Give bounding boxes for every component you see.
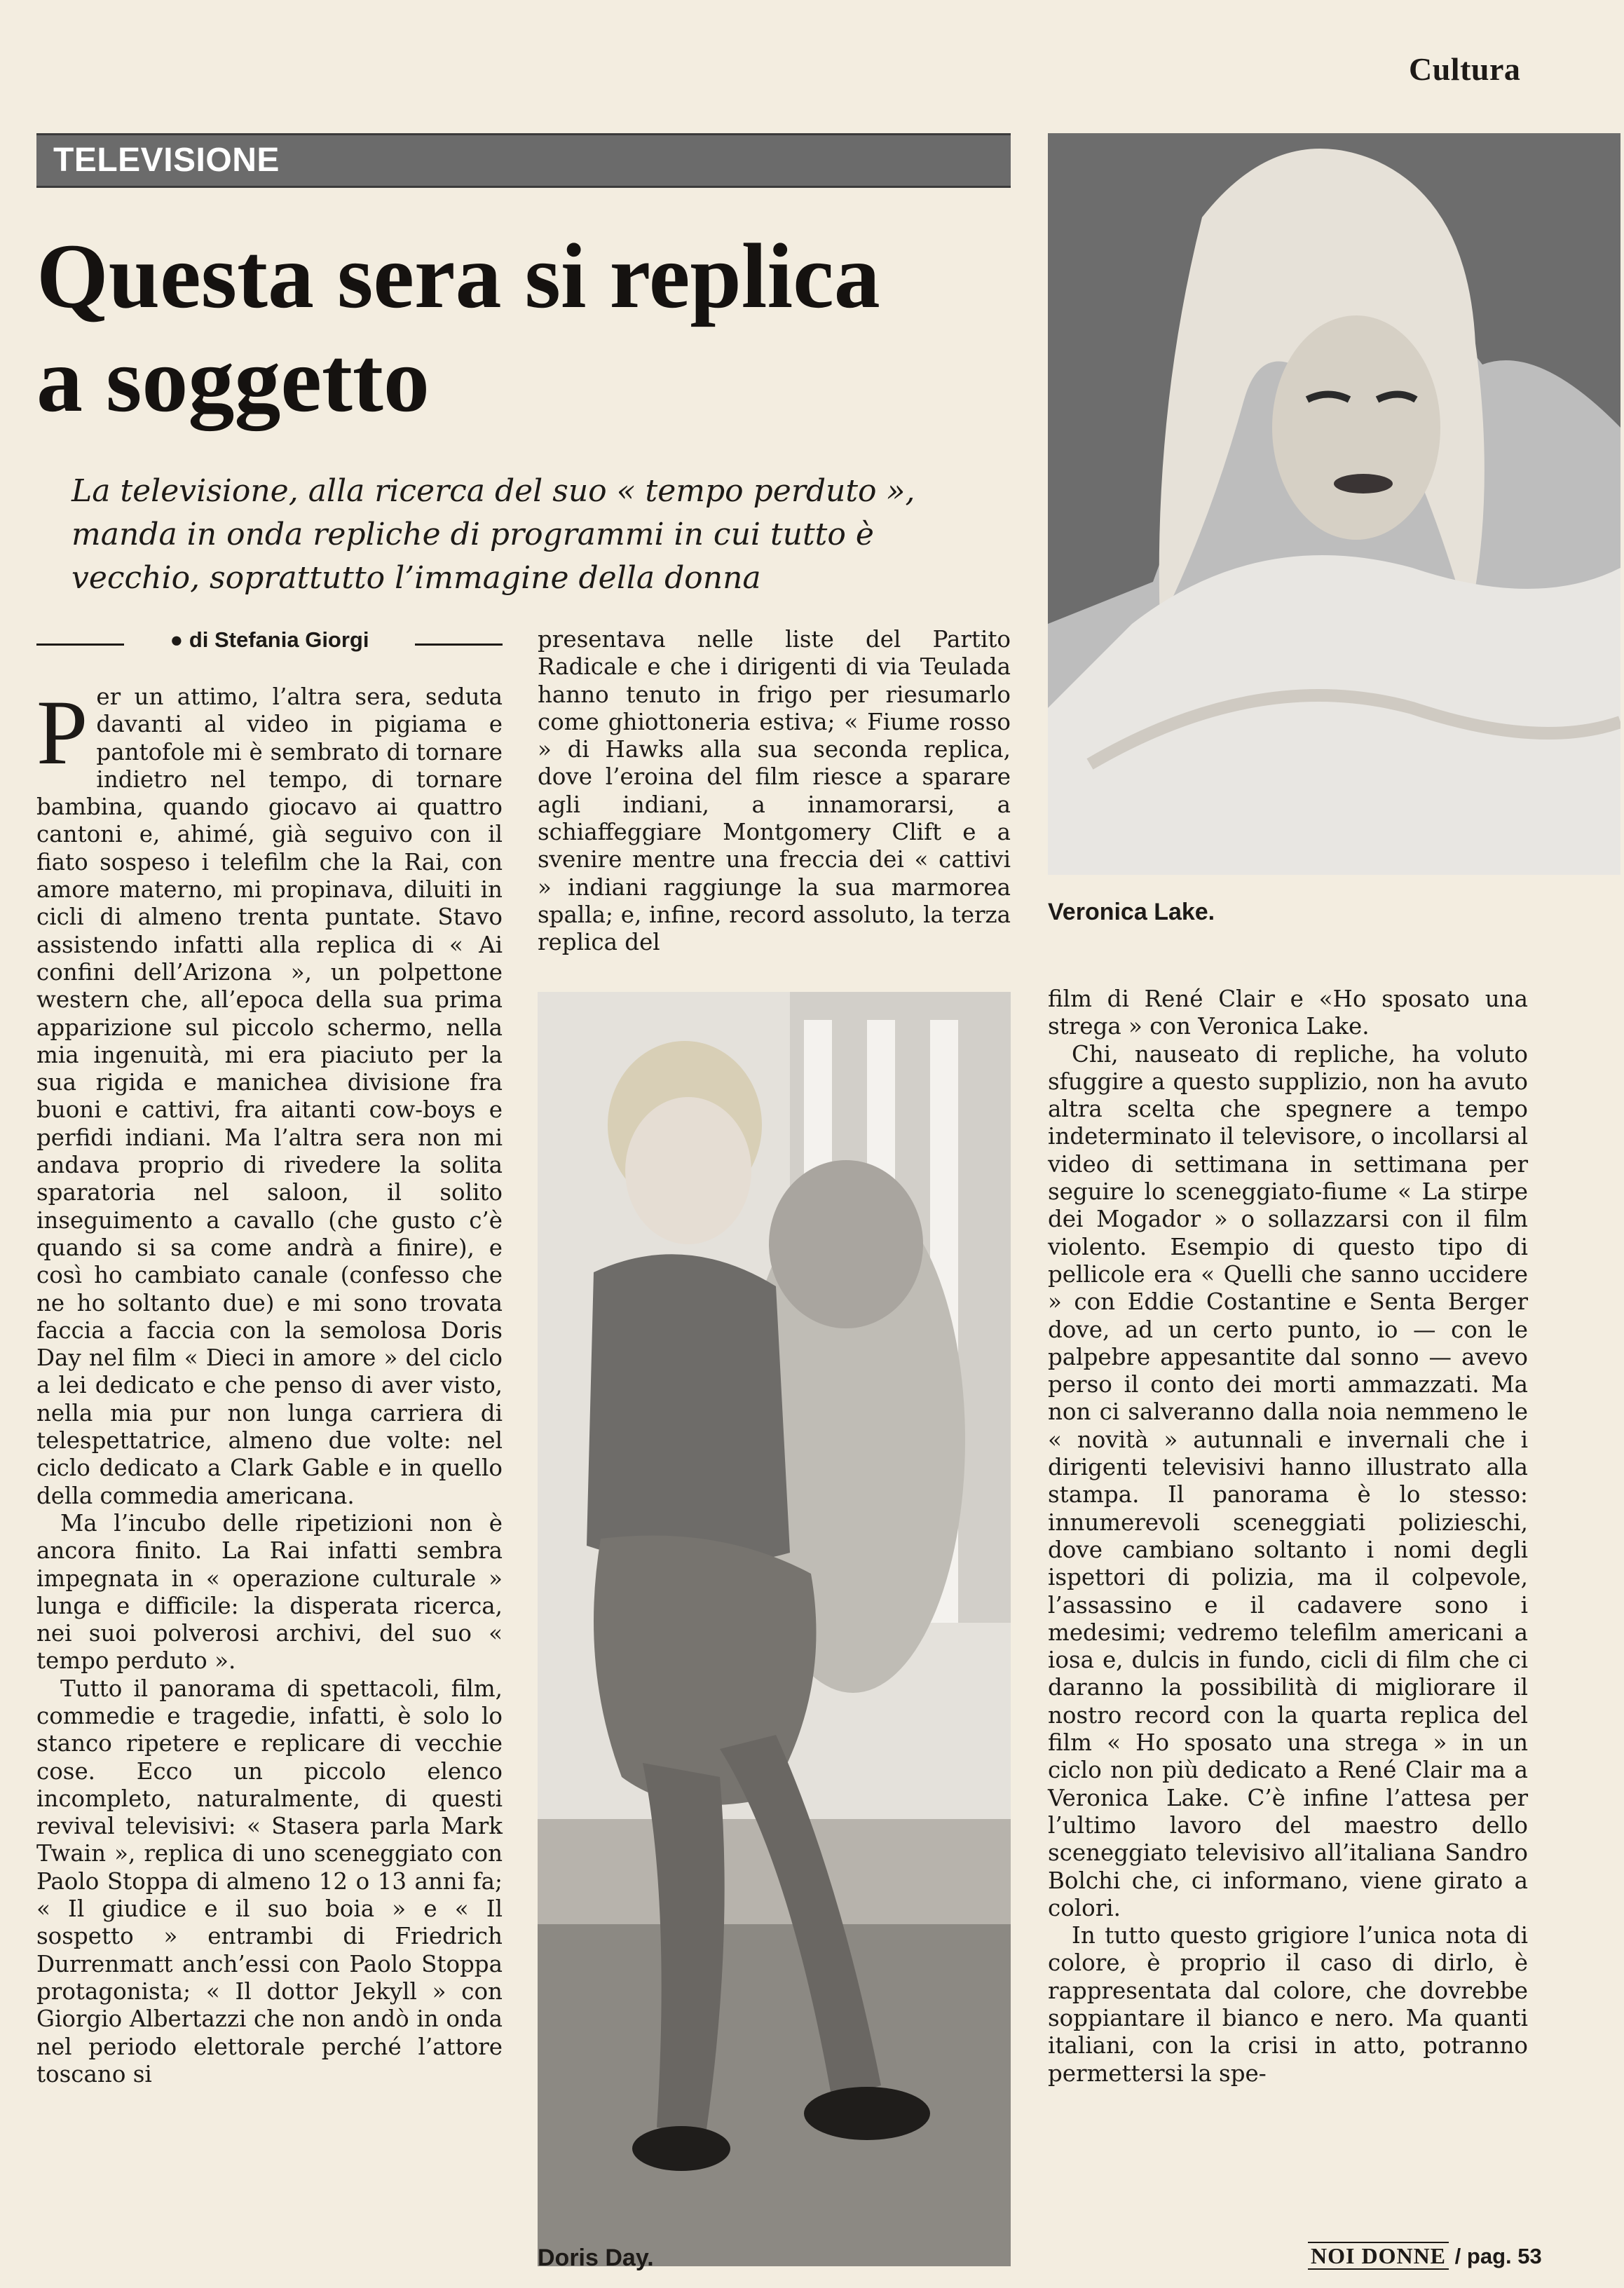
paragraph-5: Chi, nauseato di repliche, ha voluto sfuggire a questo supplizio, non ha avuto altra scelta che spegnere a tempo indeterminato il televisore, o incollarsi al video di settimana in settimana per seguire lo sceneggiato-fiume « La stirpe dei Mogador » o sollazzarsi con il film violento. Esempio di questo tipo di pellicole era « Quelli che sanno uccidere » con Eddie Costantine e Senta Berger dove, ad un certo punto, io — con le palpebre appesantite dal sonno — avevo perso il conto dei morti ammazzati. Ma non ci salveranno dalla noia nemmeno le « novità » autunnali e invernali che i dirigenti televisivi hanno illustrato alla stampa. Il panorama è lo stesso: innumerevoli sceneggiati polizieschi, dove cambiano soltanto i nomi degli ispettori di polizia, ma il colpevole, l’assassino e il cadavere sono i medesimi; vedremo telefilm americani a iosa e, dulcis in fundo, cicli di film che ci daranno la possibilità di migliorare il nostro record con la quarta replica del film « Ho sposato una strega » in un ciclo non più dedicato a René Clair ma a Veronica Lake. C’è infine l’attesa per l’ultimo lavoro del maestro dello sceneggiato televisivo all’italiana Sandro Bolchi che, ci informano, viene girato a colori. <box>1048 1040 1528 1921</box>
photo-doris-day <box>538 992 1011 2266</box>
headline <box>36 224 1018 432</box>
photo-veronica-lake <box>1048 133 1620 875</box>
byline-text: ● di Stefania Giorgi <box>170 627 369 652</box>
byline <box>36 627 503 662</box>
deck-subtitle: La televisione, alla ricerca del suo « tempo perduto », manda in onda repliche di programmi in cui tutto è vecchio, soprattutto l’immagine della donna <box>71 473 915 596</box>
paragraph-1-text: er un attimo, l’altra sera, seduta davanti al video in pigiama e pantofole mi è sembrato di tornare indietro nel tempo, di tornare bambina, quando giocavo ai quattro cantoni e, ahimé, già seguivo con il fiato sospeso i telefilm che la Rai, con amore materno, mi propinava, diluiti in cicli di almeno trenta puntate. Stavo assistendo infatti alla replica di « Ai confini dell’Arizona », un polpettone western che, all’epoca della sua prima apparizione sul piccolo schermo, nella mia ingenuità, mi era piaciuto per la sua rigida e manichea divisione fra buoni e cattivi, fra aitanti cow-boys e perfidi indiani. Ma l’altra sera non mi andava proprio di rivedere la solita sparatoria nel saloon, il solito inseguimento a cavallo (che gusto c’è quando si sa come andrà a finire), e così ho cambiato canale (confesso che ne ho soltanto due) e mi sono trovata faccia a faccia con la semolosa Doris Day nel film « Dieci in amore » del ciclo a lei dedicato e che penso di aver visto, nella mia pur non lunga carriera di telespettatrice, almeno due volte: nel ciclo dedicato a Clark Gable e in quello della commedia americana. <box>36 683 503 1509</box>
paragraph-4: film di René Clair e «Ho sposato una strega » con Veronica Lake. <box>1048 986 1528 1040</box>
byline-rule-right <box>415 644 503 646</box>
paragraph-continued: presentava nelle liste del Partito Radicale e che i dirigenti di via Teulada hanno tenuto in frigo per riesumarlo come ghiottoneria estiva; « Fiume rosso » di Hawks alla sua seconda replica, dove l’eroina del film riesce a sparare agli indiani, a innamorarsi, a schiaffeggiare Montgomery Clift e a svenire mentre una freccia dei « cattivi » indiani raggiunge la sua marmorea spalla; e, infine, record assoluto, la terza replica del <box>538 626 1011 956</box>
caption-doris-day: Doris Day. <box>538 2245 654 2271</box>
rubric-label: TELEVISIONE <box>53 142 280 179</box>
headline-line-1: Questa sera si replica <box>36 224 880 327</box>
paragraph-1 <box>36 683 503 1510</box>
caption-veronica-lake: Veronica Lake. <box>1048 899 1215 925</box>
doris-day-image <box>538 992 1011 2266</box>
drop-cap: P <box>36 681 88 784</box>
page-number: pag. 53 <box>1466 2244 1542 2268</box>
headline-line-2: a soggetto <box>36 328 430 431</box>
magazine-logo: NOI DONNE <box>1308 2242 1449 2270</box>
paragraph-2: Ma l’incubo delle ripetizioni non è ancora finito. La Rai infatti sembra impegnata in « operazione culturale » lunga e difficile: la disperata ricerca, nei suoi polverosi archivi, del suo « tempo perduto ». <box>36 1509 503 1675</box>
column-2-top <box>538 626 1011 957</box>
footer-separator: / <box>1454 2244 1461 2268</box>
column-3 <box>1048 986 1528 2088</box>
veronica-portrait-image <box>1048 133 1620 875</box>
rubric-bar <box>36 133 1011 188</box>
section-label: Cultura <box>1409 51 1521 87</box>
page-footer <box>1308 2243 1542 2269</box>
paragraph-6: In tutto questo grigiore l’unica nota di colore, è proprio il caso di dirlo, è rappresentata dal colore, che dovrebbe soppiantare il bianco e nero. Ma quanti italiani, con la crisi in atto, potranno permettersi la spe- <box>1048 1922 1528 2087</box>
column-1 <box>36 683 503 2088</box>
paragraph-3: Tutto il panorama di spettacoli, film, commedie e tragedie, infatti, è solo lo stanco ripetere e replicare di vecchie cose. Ecco un piccolo elenco incompleto, naturalmente, di questi revival televisivi: « Stasera parla Mark Twain », replica di uno sceneggiato con Paolo Stoppa di almeno 12 o 13 anni fa; « Il giudice e il suo boia » e « Il sospetto » entrambi di Friedrich Durrenmatt anch’essi con Paolo Stoppa protagonista; « Il dottor Jekyll » con Giorgio Albertazzi che non andò in onda nel periodo elettorale perché l’attore toscano si <box>36 1675 503 2088</box>
